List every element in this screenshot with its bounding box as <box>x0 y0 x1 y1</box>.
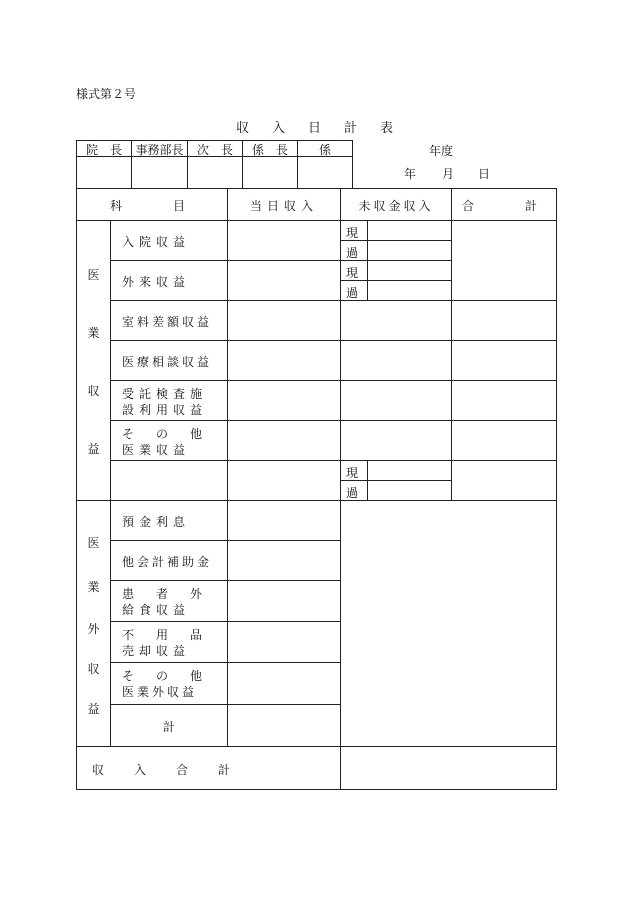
item-other-medical-1: そ の 他 <box>122 427 208 441</box>
outpatient-current-label: 現 <box>346 266 359 280</box>
fiscal-year-label: 年度 <box>429 144 454 158</box>
nonmedical-group-char-1: 医 <box>87 536 100 550</box>
item-other-nonmedical-2: 医業外収益 <box>122 685 198 699</box>
subtotal-past-label: 過 <box>346 486 359 500</box>
item-inpatient: 入院収益 <box>122 235 191 249</box>
header-today-income: 当日収入 <box>249 199 318 213</box>
medical-group-char-4: 益 <box>87 442 100 456</box>
medical-group-char-2: 業 <box>87 326 100 340</box>
date-year: 年 <box>404 167 417 181</box>
item-deposit-interest: 預金利息 <box>122 515 191 529</box>
item-scrap-sales-2: 売却収益 <box>122 644 191 658</box>
outpatient-past-label: 過 <box>346 286 359 300</box>
nonmedical-group-char-3: 外 <box>87 622 100 636</box>
nonmedical-group-char-2: 業 <box>87 580 100 594</box>
header-receivable-income: 未収金収入 <box>358 199 434 213</box>
subtotal-current-label: 現 <box>346 466 359 480</box>
inpatient-current-label: 現 <box>346 226 359 240</box>
inpatient-past-label: 過 <box>346 246 359 260</box>
item-meal-income-2: 給食収益 <box>122 603 191 617</box>
item-outpatient: 外来収益 <box>122 275 191 289</box>
item-meal-income-1: 患 者 外 <box>122 587 208 601</box>
role-staff: 係 <box>318 143 331 157</box>
page-title: 収 入 日 計 表 <box>236 121 399 136</box>
item-medical-consult: 医療相談収益 <box>122 355 213 369</box>
item-commissioned-test-1: 受託検査施 <box>122 387 208 401</box>
item-subsidy: 他会計補助金 <box>122 555 213 569</box>
item-commissioned-test-2: 設利用収益 <box>122 403 208 417</box>
item-scrap-sales-1: 不 用 品 <box>122 628 208 642</box>
header-kamoku: 科 目 <box>109 199 194 213</box>
item-other-nonmedical-1: そ の 他 <box>122 669 208 683</box>
date-day: 日 <box>478 167 491 181</box>
date-month: 月 <box>442 167 455 181</box>
medical-group-char-3: 収 <box>87 384 100 398</box>
item-subtotal: 計 <box>162 720 175 734</box>
role-section-chief: 係 長 <box>251 143 288 157</box>
role-director: 院 長 <box>85 143 122 157</box>
grand-total-label: 収 入 合 計 <box>92 763 240 777</box>
nonmedical-group-char-4: 収 <box>87 662 100 676</box>
form-number: 様式第２号 <box>76 87 137 101</box>
role-admin-chief: 事務部長 <box>135 143 184 157</box>
item-other-medical-2: 医業収益 <box>122 443 191 457</box>
medical-group-char-1: 医 <box>87 268 100 282</box>
item-room-charge: 室料差額収益 <box>122 315 213 329</box>
role-deputy: 次 長 <box>196 143 233 157</box>
header-total: 合 計 <box>461 199 546 213</box>
nonmedical-group-char-5: 益 <box>87 702 100 716</box>
